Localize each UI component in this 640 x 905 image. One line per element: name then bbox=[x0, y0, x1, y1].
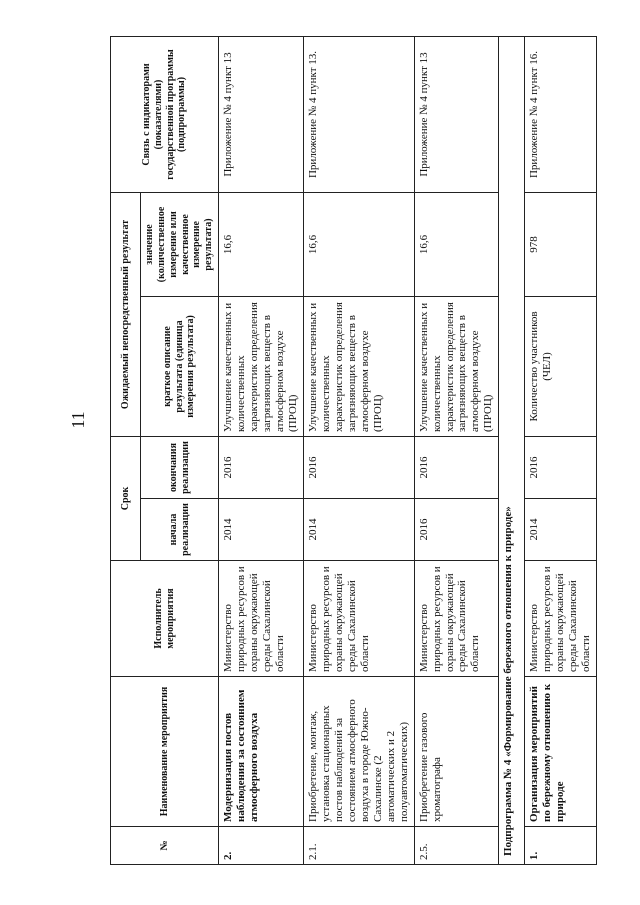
row-desc: Улучшение качественных и количественных характеристик определения загрязняющих веществ в атмосферном воздухе (ПРОЦ) bbox=[303, 296, 414, 436]
activities-table bbox=[110, 36, 597, 865]
row-num: 2. bbox=[219, 827, 304, 865]
header-expected-desc: краткое описание результата (единица измерения результата) bbox=[141, 296, 219, 436]
row-name: Приобретение, монтаж, установка стационарных постов наблюдений за состоянием атмосферного воздуха в городе Южно-Сахалинске (2 автоматических и 2 полуавтоматических) bbox=[303, 677, 414, 827]
row-link: Приложение № 4 пункт 13 bbox=[414, 36, 499, 192]
row-end: 2016 bbox=[219, 436, 304, 498]
rotated-table-container bbox=[110, 37, 593, 865]
header-executor: Исполнитель мероприятия bbox=[111, 561, 219, 677]
row-desc: Улучшение качественных и количественных характеристик определения загрязняющих веществ в атмосферном воздухе (ПРОЦ) bbox=[219, 296, 304, 436]
subprogram-title: Подпрограмма № 4 «Формирование бережного отношения к природе» bbox=[499, 36, 525, 864]
row-link: Приложение № 4 пункт 16. bbox=[525, 36, 597, 192]
header-name: Наименование мероприятия bbox=[111, 677, 219, 827]
header-term-end: окончания реализации bbox=[141, 436, 219, 498]
header-link: Связь с индикаторами (показателями) государственной программы (подпрограммы) bbox=[111, 36, 219, 192]
header-num: № bbox=[111, 827, 219, 865]
subprogram-row bbox=[499, 36, 525, 864]
row-executor: Министерство природных ресурсов и охраны окружающей среды Сахалинской области bbox=[414, 561, 499, 677]
row-num: 2.5. bbox=[414, 827, 499, 865]
table-row bbox=[303, 36, 414, 864]
row-start: 2016 bbox=[414, 499, 499, 561]
row-start: 2014 bbox=[219, 499, 304, 561]
header-term-start: начала реализации bbox=[141, 499, 219, 561]
row-value: 16,6 bbox=[414, 192, 499, 296]
row-value: 16,6 bbox=[219, 192, 304, 296]
header-expected: Ожидаемый непосредственный результат bbox=[111, 192, 141, 436]
row-desc: Улучшение качественных и количественных характеристик определения загрязняющих веществ в атмосферном воздухе (ПРОЦ) bbox=[414, 296, 499, 436]
row-num: 2.1. bbox=[303, 827, 414, 865]
header-term: Срок bbox=[111, 436, 141, 560]
row-num: 1. bbox=[525, 827, 597, 865]
table-row bbox=[414, 36, 499, 864]
row-end: 2016 bbox=[414, 436, 499, 498]
row-start: 2014 bbox=[525, 499, 597, 561]
row-start: 2014 bbox=[303, 499, 414, 561]
row-executor: Министерство природных ресурсов и охраны окружающей среды Сахалинской области bbox=[525, 561, 597, 677]
row-executor: Министерство природных ресурсов и охраны окружающей среды Сахалинской области bbox=[303, 561, 414, 677]
row-name: Приобретение газового хроматографа bbox=[414, 677, 499, 827]
row-value: 978 bbox=[525, 192, 597, 296]
row-link: Приложение № 4 пункт 13. bbox=[303, 36, 414, 192]
row-value: 16,6 bbox=[303, 192, 414, 296]
row-end: 2016 bbox=[525, 436, 597, 498]
row-end: 2016 bbox=[303, 436, 414, 498]
row-link: Приложение № 4 пункт 13 bbox=[219, 36, 304, 192]
row-name: Модернизация постов наблюдения за состоянием атмосферного воздуха bbox=[219, 677, 304, 827]
table-row bbox=[525, 36, 597, 864]
table-row bbox=[219, 36, 304, 864]
header-expected-value: значение (количественное измерение или качественное измерение результата) bbox=[141, 192, 219, 296]
row-executor: Министерство природных ресурсов и охраны окружающей среды Сахалинской области bbox=[219, 561, 304, 677]
row-desc: Количество участников (ЧЕЛ) bbox=[525, 296, 597, 436]
page-number: 11 bbox=[68, 411, 88, 429]
row-name: Организация мероприятий по бережному отношению к природе bbox=[525, 677, 597, 827]
